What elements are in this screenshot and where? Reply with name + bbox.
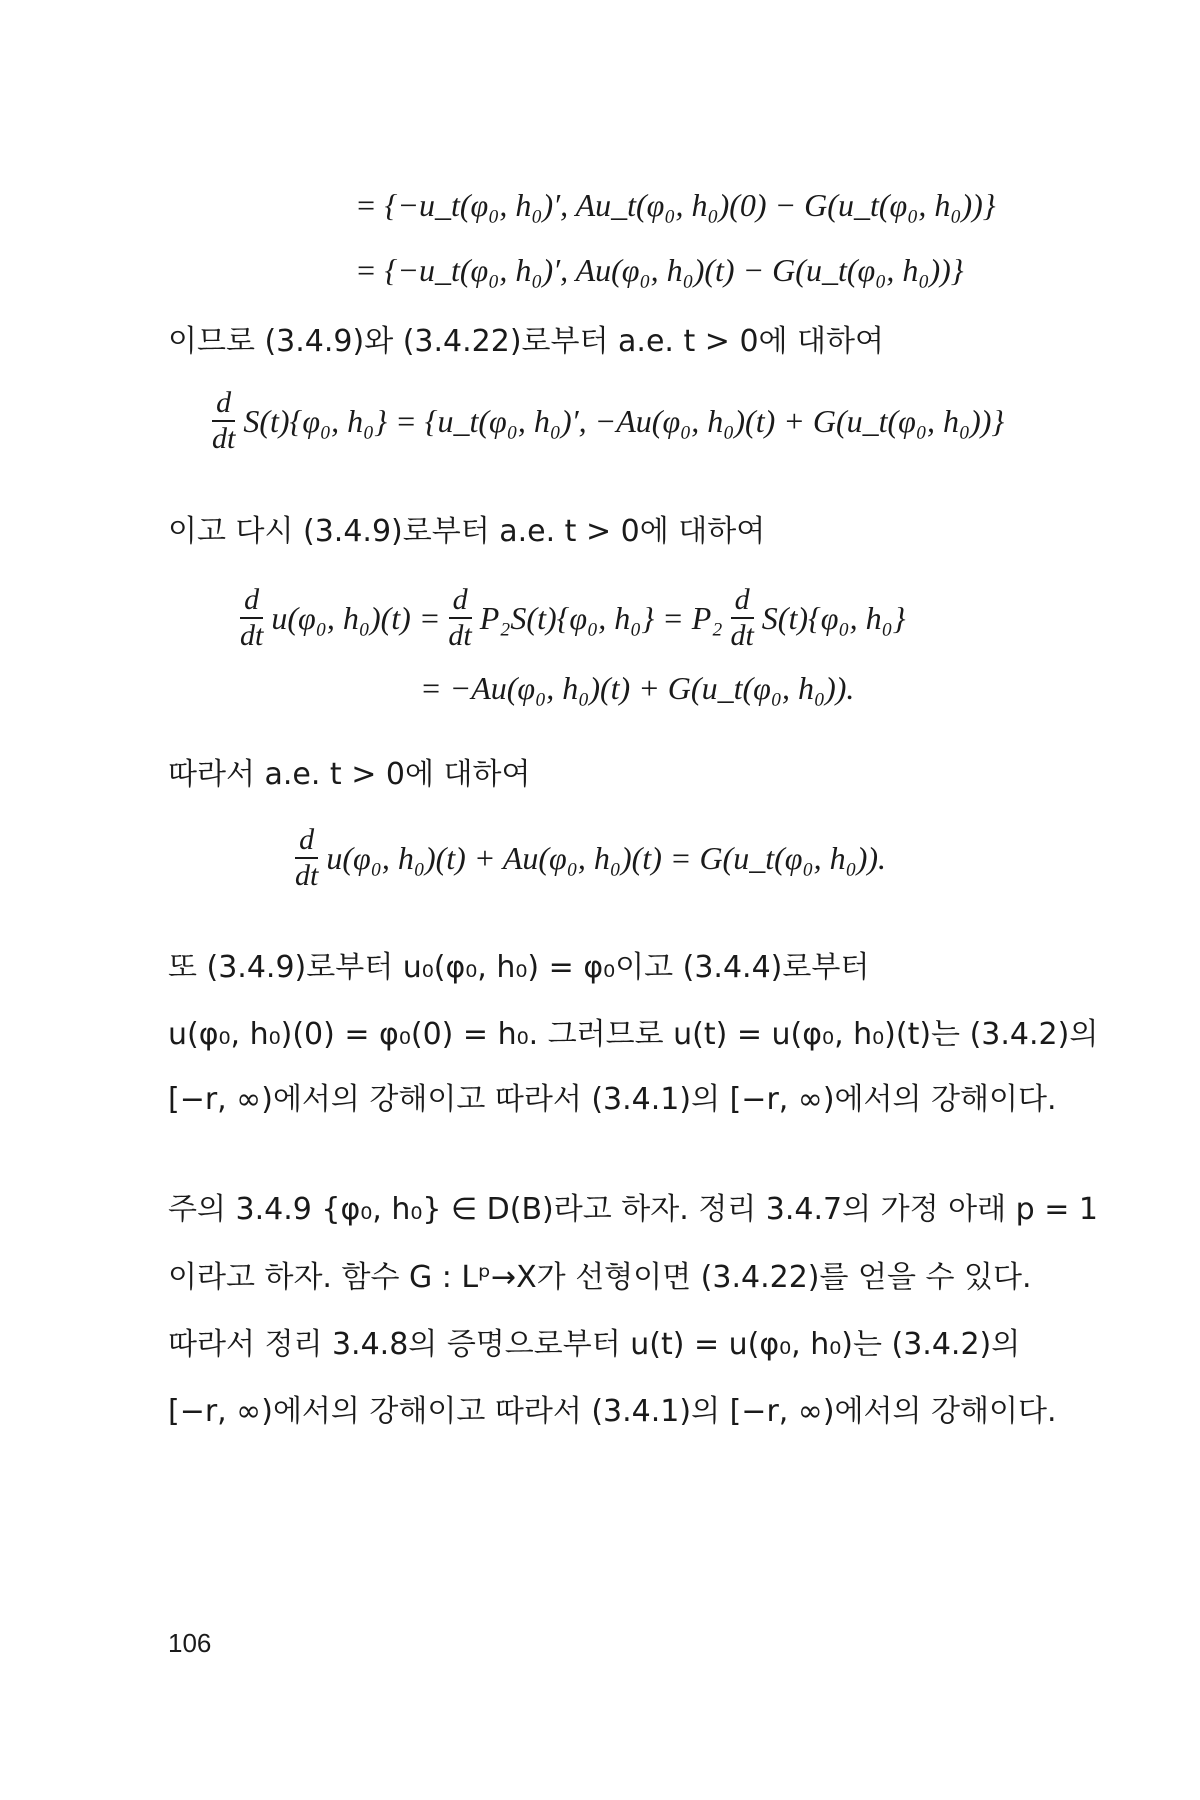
- fraction-d-dt: [730, 585, 753, 651]
- equation-line-5: = −Au(φ₀, h₀)(t) + G(u_t(φ₀, h₀)).: [420, 670, 855, 706]
- fraction-numerator: d: [212, 388, 235, 422]
- text-line-4: 또 (3.4.9)로부터 u₀(φ₀, h₀) = φ₀이고 (3.4.4)로부터: [168, 950, 870, 985]
- equation-3-rest: S(t){φ₀, h₀} = {u_t(φ₀, h₀)′, −Au(φ₀, h₀)(t) + G(u_t(φ₀, h₀))}: [243, 402, 1005, 439]
- text-line-6: [−r, ∞)에서의 강해이고 따라서 (3.4.1)의 [−r, ∞)에서의 강해이다.: [168, 1082, 1057, 1117]
- text-line-2: 이고 다시 (3.4.9)로부터 a.e. t > 0에 대하여: [168, 514, 766, 549]
- text-line-5: u(φ₀, h₀)(0) = φ₀(0) = h₀. 그러므로 u(t) = u(φ₀, h₀)(t)는 (3.4.2)의: [168, 1017, 1099, 1052]
- equation-line-3: [212, 388, 1004, 454]
- fraction-denominator: dt: [295, 859, 319, 892]
- fraction-d-dt: [448, 585, 471, 651]
- remark-line-3: 따라서 정리 3.4.8의 증명으로부터 u(t) = u(φ₀, h₀)는 (3.4.2)의: [168, 1327, 1021, 1362]
- fraction-d-dt: [212, 388, 235, 454]
- fraction-numerator: d: [449, 585, 472, 619]
- remark-line-4: [−r, ∞)에서의 강해이고 따라서 (3.4.1)의 [−r, ∞)에서의 강해이다.: [168, 1394, 1057, 1429]
- text-line-3: 따라서 a.e. t > 0에 대하여: [168, 757, 531, 792]
- remark-line-2: 이라고 하자. 함수 G : Lᵖ→X가 선형이면 (3.4.22)를 얻을 수 있다.: [168, 1260, 1032, 1295]
- fraction-d-dt: [295, 825, 318, 891]
- page-number: 106: [168, 1628, 212, 1658]
- equation-4-part-3: S(t){φ₀, h₀}: [761, 599, 906, 636]
- fraction-denominator: dt: [212, 422, 236, 455]
- fraction-numerator: d: [295, 825, 318, 859]
- equation-line-6: [295, 825, 886, 891]
- equation-4-part-1: u(φ₀, h₀)(t) =: [271, 599, 441, 636]
- fraction-numerator: d: [240, 585, 263, 619]
- equation-4-part-2: P₂S(t){φ₀, h₀} = P₂: [479, 599, 723, 636]
- equation-line-1: = {−u_t(φ₀, h₀)′, Au_t(φ₀, h₀)(0) − G(u_t(φ₀, h₀))}: [355, 187, 996, 223]
- fraction-denominator: dt: [448, 619, 472, 652]
- equation-line-2: = {−u_t(φ₀, h₀)′, Au(φ₀, h₀)(t) − G(u_t(φ₀, h₀))}: [355, 252, 964, 288]
- remark-line-1: 주의 3.4.9 {φ₀, h₀} ∈ D(B)라고 하자. 정리 3.4.7의 가정 아래 p = 1: [168, 1192, 1098, 1227]
- fraction-d-dt: [240, 585, 263, 651]
- text-line-1: 이므로 (3.4.9)와 (3.4.22)로부터 a.e. t > 0에 대하여: [168, 324, 885, 359]
- fraction-numerator: d: [731, 585, 754, 619]
- fraction-denominator: dt: [730, 619, 754, 652]
- equation-line-4: [240, 585, 906, 651]
- fraction-denominator: dt: [240, 619, 264, 652]
- equation-6-rest: u(φ₀, h₀)(t) + Au(φ₀, h₀)(t) = G(u_t(φ₀, h₀)).: [326, 839, 887, 876]
